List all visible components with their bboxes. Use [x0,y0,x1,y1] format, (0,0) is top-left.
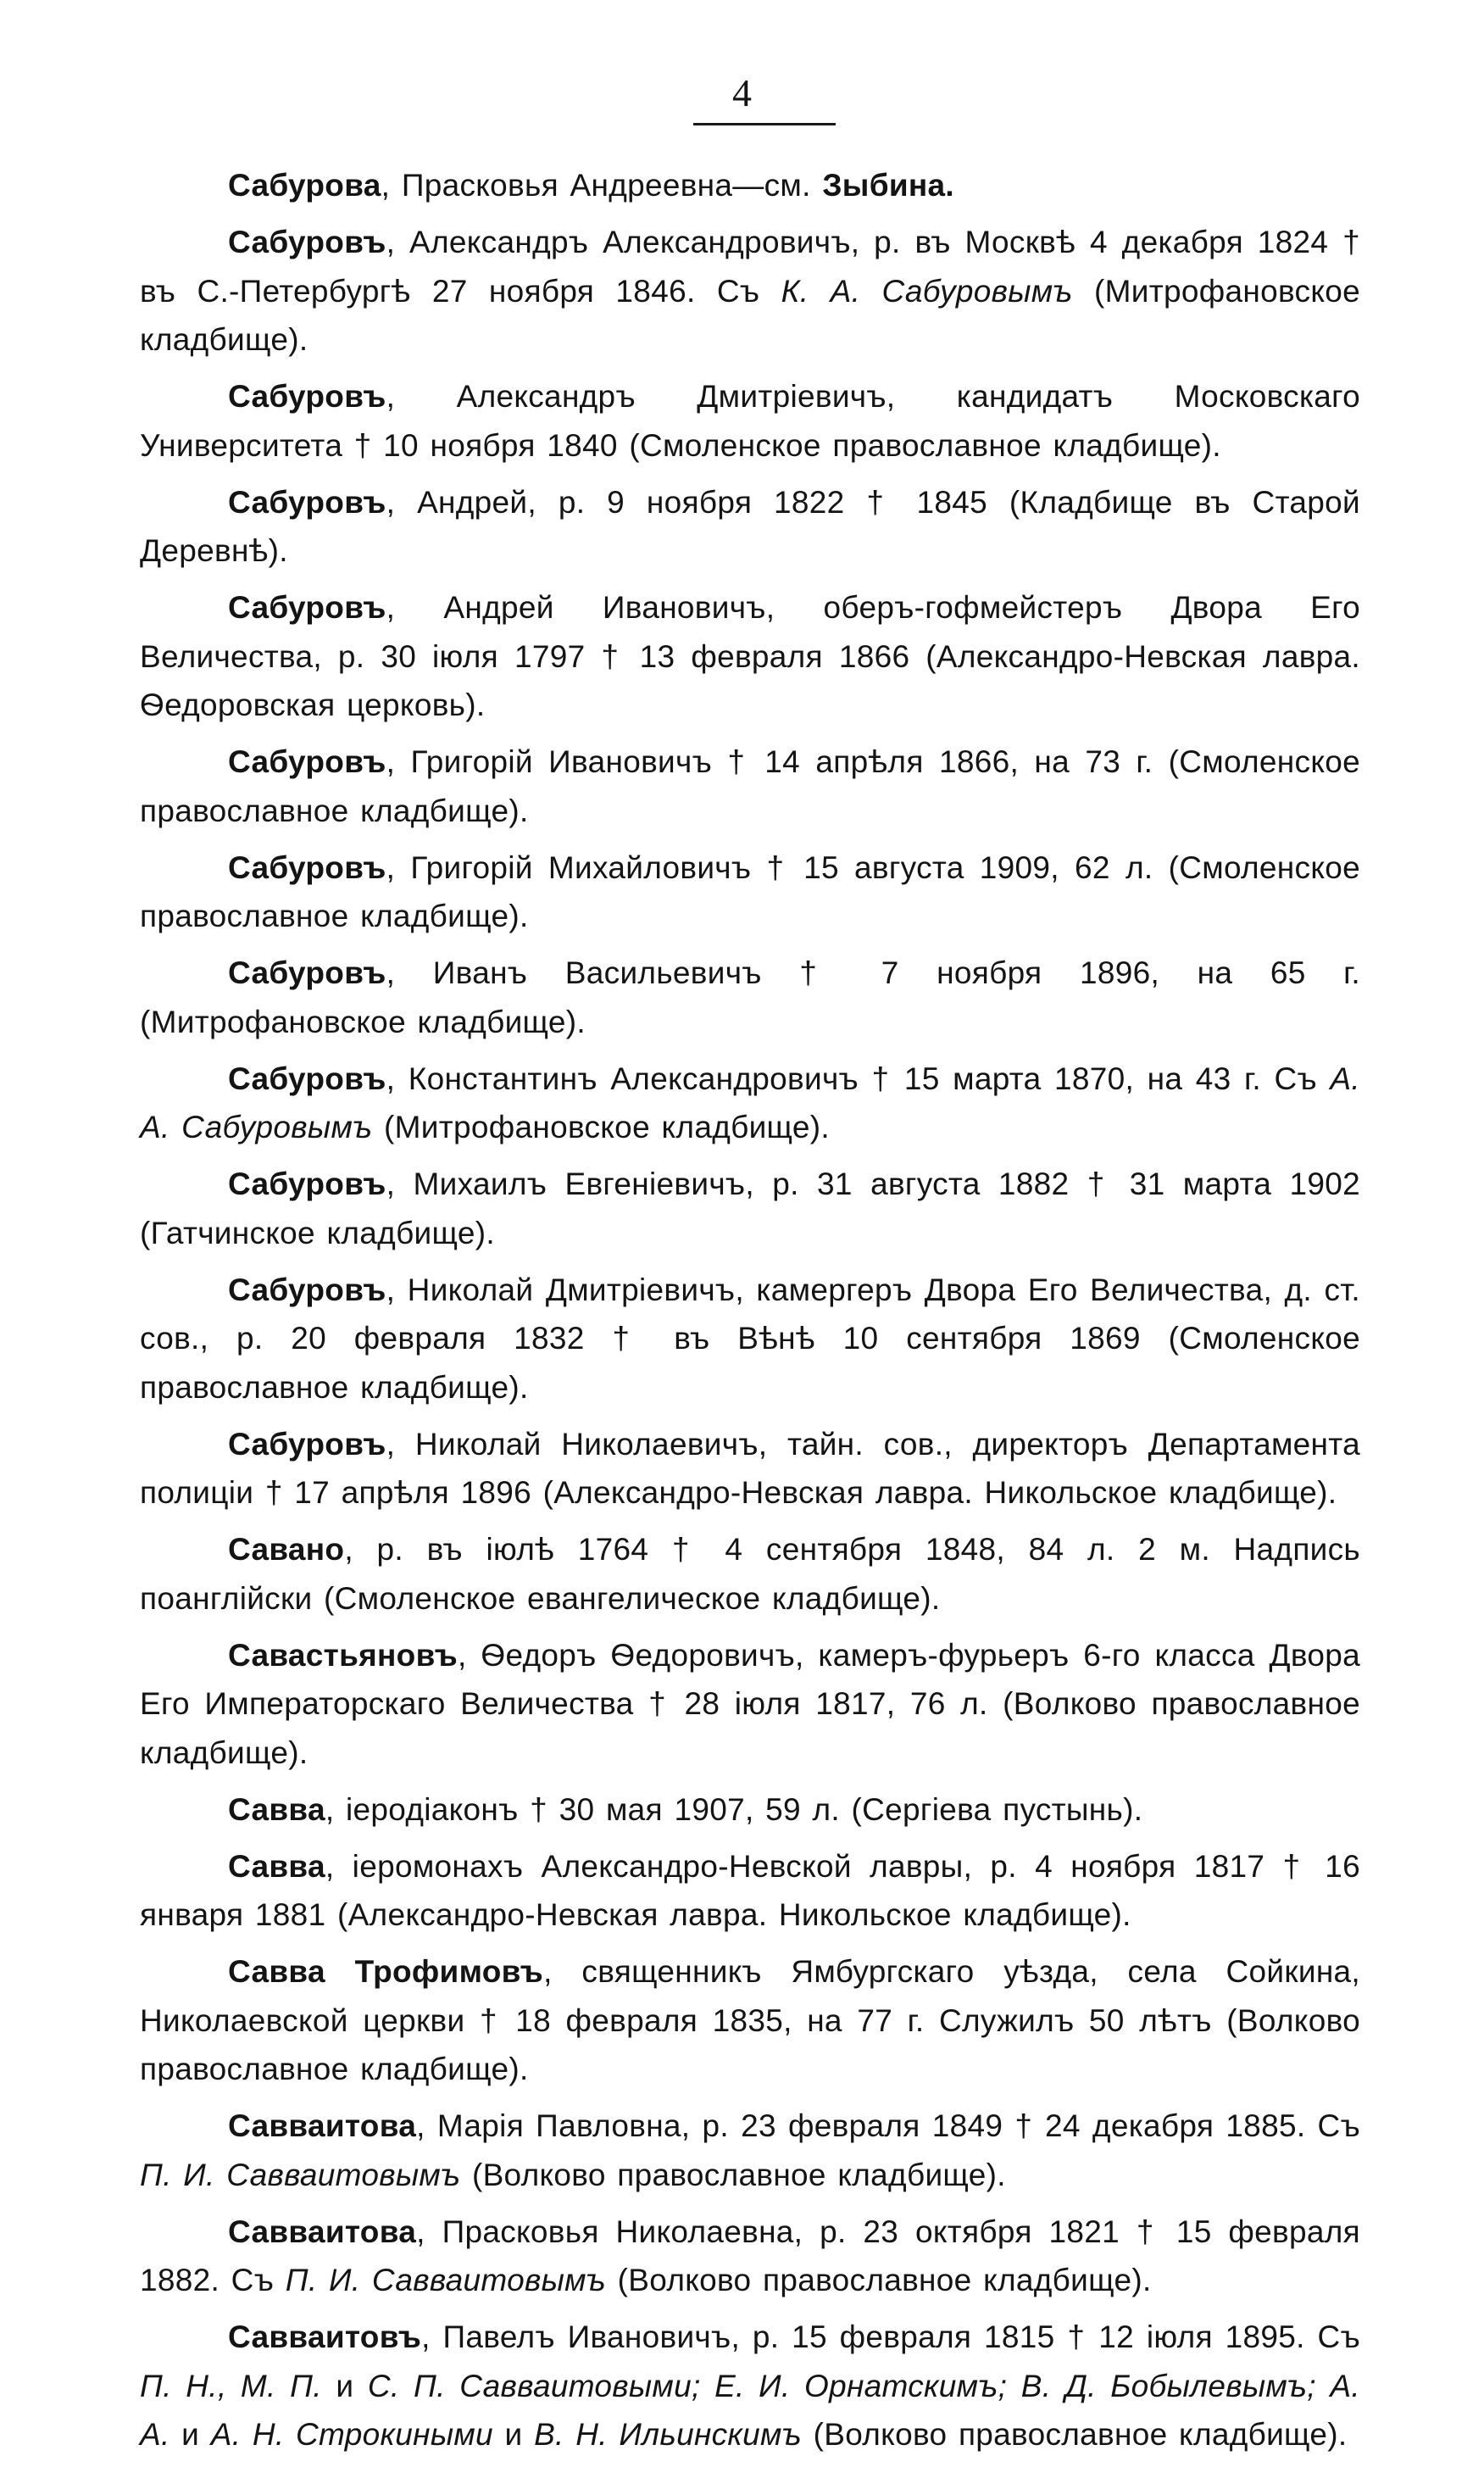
entry-text: , Иванъ Васильевичъ † 7 ноября 1896, на 65 г. (Митрофановское кладбище). [140,955,1360,1039]
entry-name: Савваитовъ [228,2319,422,2354]
page-number: 4 [732,71,752,114]
entry-connector: и [504,2417,523,2452]
entry-italic: П. И. Савваитовымъ [285,2263,607,2297]
list-item [140,2102,1360,2199]
entry-text: , Андрей, р. 9 ноября 1822 † 1845 (Кладбище въ Старой Деревнѣ). [140,484,1360,568]
entry-text: , Павелъ Ивановичъ, р. 15 февраля 1815 † 12 іюля 1895. Съ [421,2319,1360,2354]
list-item [140,218,1360,365]
entry-list [140,161,1360,2467]
entry-text: , священникъ Ямбургскаго уѣзда, села Сойкина, Николаевской церкви † 18 февраля 1835, на 77 г. Служилъ 50 лѣтъ (Волково православное кладбище). [140,1954,1361,2086]
entry-text: , іеромонахъ Александро-Невской лавры, р. 4 ноября 1817 † 16 января 1881 (Александро-Невская лавра. Никольское кладбище). [140,1848,1360,1932]
list-item [140,1842,1360,1940]
entry-tail: (Волково православное кладбище). [617,2263,1152,2297]
list-item [140,738,1360,835]
list-item [140,1631,1360,1778]
entry-tail: (Митрофановское кладбище). [140,273,1360,357]
entry-name: Савва [228,1791,325,1827]
entry-name: Сабуровъ [228,379,386,414]
list-item [140,844,1360,941]
list-item [140,372,1360,470]
list-item [140,1055,1360,1152]
entry-connector: и [336,2368,354,2403]
list-item [140,949,1360,1046]
list-item [140,2208,1360,2305]
entry-name: Сабуровъ [228,484,386,520]
list-item [140,1160,1360,1257]
entry-text: , Прасковья Андреевна—см. [381,168,811,203]
entry-name: Савва [228,1848,325,1884]
list-item [140,161,1360,210]
list-item [140,1785,1360,1835]
list-item [140,1947,1360,2094]
entry-text: , Николай Николаевичъ, тайн. сов., директоръ Департамента полиціи † 17 апрѣля 1896 (Александро-Невская лавра. Никольское кладбище). [140,1426,1360,1510]
entry-text: , Григорій Михайловичъ † 15 августа 1909, 62 л. (Смоленское православное кладбище). [140,849,1360,933]
entry-text: , Николай Дмитріевичъ, камергеръ Двора Его Величества, д. ст. сов., р. 20 февраля 1832 † въ Вѣнѣ 10 сентября 1869 (Смоленское православное кладбище). [140,1272,1360,1405]
entry-name: Сабуровъ [228,1426,386,1462]
entry-name: Савваитова [228,2214,417,2249]
list-item [140,2313,1360,2459]
entry-text: , Константинъ Александровичъ † 15 марта 1870, на 43 г. Съ [386,1061,1317,1096]
entry-text: , Ѳедоръ Ѳедоровичъ, камеръ-фурьеръ 6-го класса Двора Его Императорскаго Величества † 28 іюля 1817, 76 л. (Волково православное кладбище). [140,1637,1360,1770]
list-item [140,1420,1360,1518]
list-item [140,583,1360,730]
entry-name: Сабуровъ [228,1167,386,1201]
list-item [140,1266,1360,1412]
entry-text: , Андрей Ивановичъ, оберъ-гофмейстеръ Двора Его Величества, р. 30 іюля 1797 † 13 февраля 1866 (Александро-Невская лавра. Ѳедоровская церковь). [140,590,1360,722]
entry-name: Савваитова [228,2108,417,2143]
entry-name: Сабуровъ [228,955,386,990]
entry-name: Савастьяновъ [228,1637,458,1673]
entry-name: Сабуровъ [228,744,386,779]
entry-connector: и [181,2417,200,2452]
entry-name: Сабурова [228,168,381,203]
entry-tail: (Митрофановское кладбище). [384,1110,830,1144]
entry-text: , р. въ іюлѣ 1764 † 4 сентября 1848, 84 л. 2 м. Надпись поанглійски (Смоленское евангелическое кладбище). [140,1532,1360,1616]
page-number-rule [693,123,836,125]
entry-name: Сабуровъ [228,849,386,885]
entry-italic: А. А. Сабуровымъ [140,1061,1360,1144]
entry-tail: (Волково православное кладбище). [813,2417,1348,2452]
entry-reference: Зыбина. [822,168,954,203]
entry-text: , Александръ Александровичъ, р. въ Москвѣ 4 декабря 1824 † въ С.-Петербургѣ 27 ноября 1846. Съ [140,225,1360,309]
list-item [140,1525,1360,1623]
entry-italic: П. И. Савваитовымъ [140,2157,461,2192]
entry-name: Савва Трофимовъ [228,1954,544,1989]
entry-tail: (Волково православное кладбище). [471,2157,1006,2192]
entry-text: , Михаилъ Евгеніевичъ, р. 31 августа 1882 † 31 марта 1902 (Гатчинское кладбище). [140,1167,1360,1250]
entry-text: , іеродіаконъ † 30 мая 1907, 59 л. (Сергіева пустынь). [325,1791,1143,1827]
entry-name: Сабуровъ [228,225,386,259]
entry-name: Савано [228,1532,345,1567]
entry-italic: П. Н., М. П. [140,2368,322,2403]
entry-italic: С. П. Савваитовыми; Е. И. Орнатскимъ; В. Д. Бобылевымъ; А. А. [140,2368,1360,2452]
entry-text: , Григорій Ивановичъ † 14 апрѣля 1866, на 73 г. (Смоленское православное кладбище). [140,744,1360,828]
entry-text: , Прасковья Николаевна, р. 23 октября 1821 † 15 февраля 1882. Съ [140,2214,1360,2297]
entry-text: , Александръ Дмитріевичъ, кандидатъ Московскаго Университета † 10 ноября 1840 (Смоленское православное кладбище). [140,379,1360,463]
list-item [140,478,1360,576]
entry-italic: А. Н. Строкиными [210,2417,493,2452]
entry-text: , Марія Павловна, р. 23 февраля 1849 † 24 декабря 1885. Съ [416,2108,1360,2143]
entry-name: Сабуровъ [228,590,386,625]
entry-italic: К. А. Сабуровымъ [781,273,1073,309]
entry-name: Сабуровъ [228,1061,386,1096]
entry-name: Сабуровъ [228,1272,386,1307]
entry-italic: В. Н. Ильинскимъ [534,2417,803,2452]
